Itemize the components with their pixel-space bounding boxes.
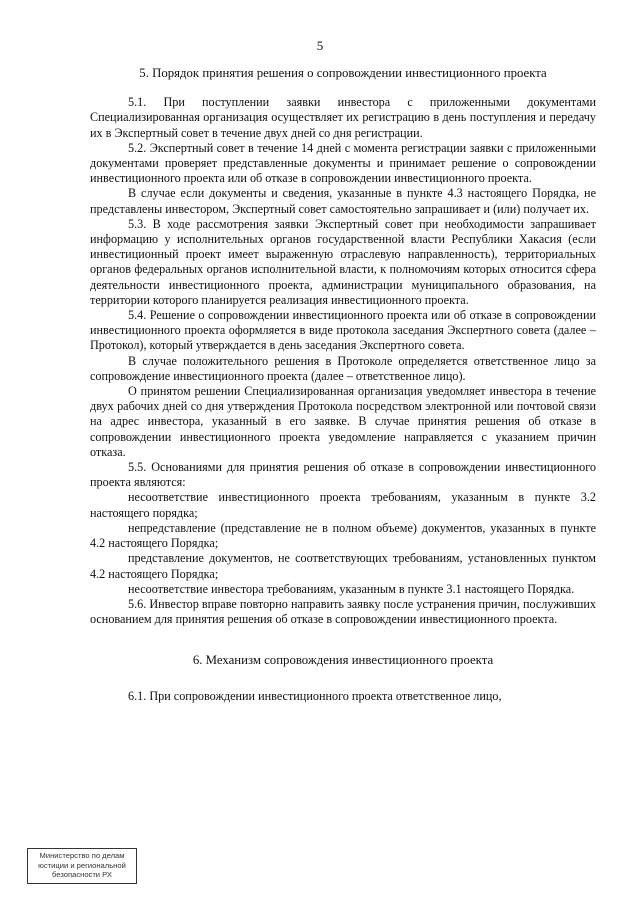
paragraph-5-5: 5.5. Основаниями для принятия решения об отказе в сопровождении инвестиционного проекта являются: — [90, 460, 596, 490]
paragraph-5-4: 5.4. Решение о сопровождении инвестиционного проекта или об отказе в сопровождении инвестиционного проекта оформляется в виде протокола заседания Экспертного совета (далее – Протокол), который утверждается в день заседания Экспертного совета. — [90, 308, 596, 353]
ministry-stamp — [27, 848, 137, 884]
paragraph-5-6: 5.6. Инвестор вправе повторно направить заявку после устранения причин, послуживших основанием для принятия решения об отказе в сопровождении инвестиционного проекта. — [90, 596, 596, 627]
list-item-refusal-1: несоответствие инвестиционного проекта требованиям, указанным в пункте 3.2 настоящего порядка; — [90, 490, 596, 520]
stamp-line-1: Министерство по делам — [39, 851, 125, 860]
paragraph-6-1: 6.1. При сопровождении инвестиционного проекта ответственное лицо, — [128, 688, 502, 703]
page-number: 5 — [316, 38, 324, 53]
paragraph-5-4-responsible: В случае положительного решения в Протоколе определяется ответственное лицо за сопровождение инвестиционного проекта (далее – ответственное лицо). — [90, 353, 596, 383]
paragraph-5-3: 5.3. В ходе рассмотрения заявки Экспертный совет при необходимости запрашивает информацию у исполнительных органов государственной власти Республики Хакасия (если инвестиционный проект имеет выраженную отраслевую направленность), территориальных органов федеральных органов исполнительной власти, к полномочиям которых относится сфера деятельности инвестиционного проекта, администрации муниципального образования, на территории которого планируется реализация инвестиционного проекта. — [90, 216, 596, 307]
section-6-title: 6. Механизм сопровождения инвестиционного проекта — [192, 653, 494, 668]
list-item-refusal-4: несоответствие инвестора требованиям, указанным в пункте 3.1 настоящего Порядка. — [128, 581, 575, 596]
section-5-title: 5. Порядок принятия решения о сопровождении инвестиционного проекта — [139, 66, 547, 80]
list-item-refusal-2: непредставление (представление не в полном объеме) документов, указанных в пункте 4.2 настоящего Порядка; — [90, 520, 596, 551]
stamp-line-2: юстиции и региональной — [38, 860, 126, 870]
list-item-refusal-3: представление документов, не соответствующих требованиям, установленных пунктом 4.2 настоящего Порядка; — [90, 551, 596, 581]
stamp-line-3: безопасности РХ — [52, 870, 112, 880]
paragraph-5-1: 5.1. При поступлении заявки инвестора с приложенными документами Специализированная организация осуществляет их регистрацию в день поступления и передачу их в Экспертный совет в течение двух дней со дня регистрации. — [90, 95, 596, 140]
paragraph-5-4-notification: О принятом решении Специализированная организация уведомляет инвестора в течение двух рабочих дней со дня утверждения Протокола посредством электронной или почтовой связи на адрес инвестора, указанный в его заявке. В случае принятия решения об отказе в сопровождении инвестиционного проекта уведомление направляется с указанием причин отказа. — [90, 384, 596, 459]
paragraph-5-2-note: В случае если документы и сведения, указанные в пункте 4.3 настоящего Порядка, не представлены инвестором, Экспертный совет самостоятельно запрашивает и (или) получает их. — [90, 186, 596, 216]
paragraph-5-2: 5.2. Экспертный совет в течение 14 дней с момента регистрации заявки с приложенными документами проверяет представленные документы и принимает решение о сопровождении инвестиционного проекта или об отказе в сопровождении инвестиционного проекта. — [90, 140, 596, 186]
document-body — [90, 66, 596, 704]
